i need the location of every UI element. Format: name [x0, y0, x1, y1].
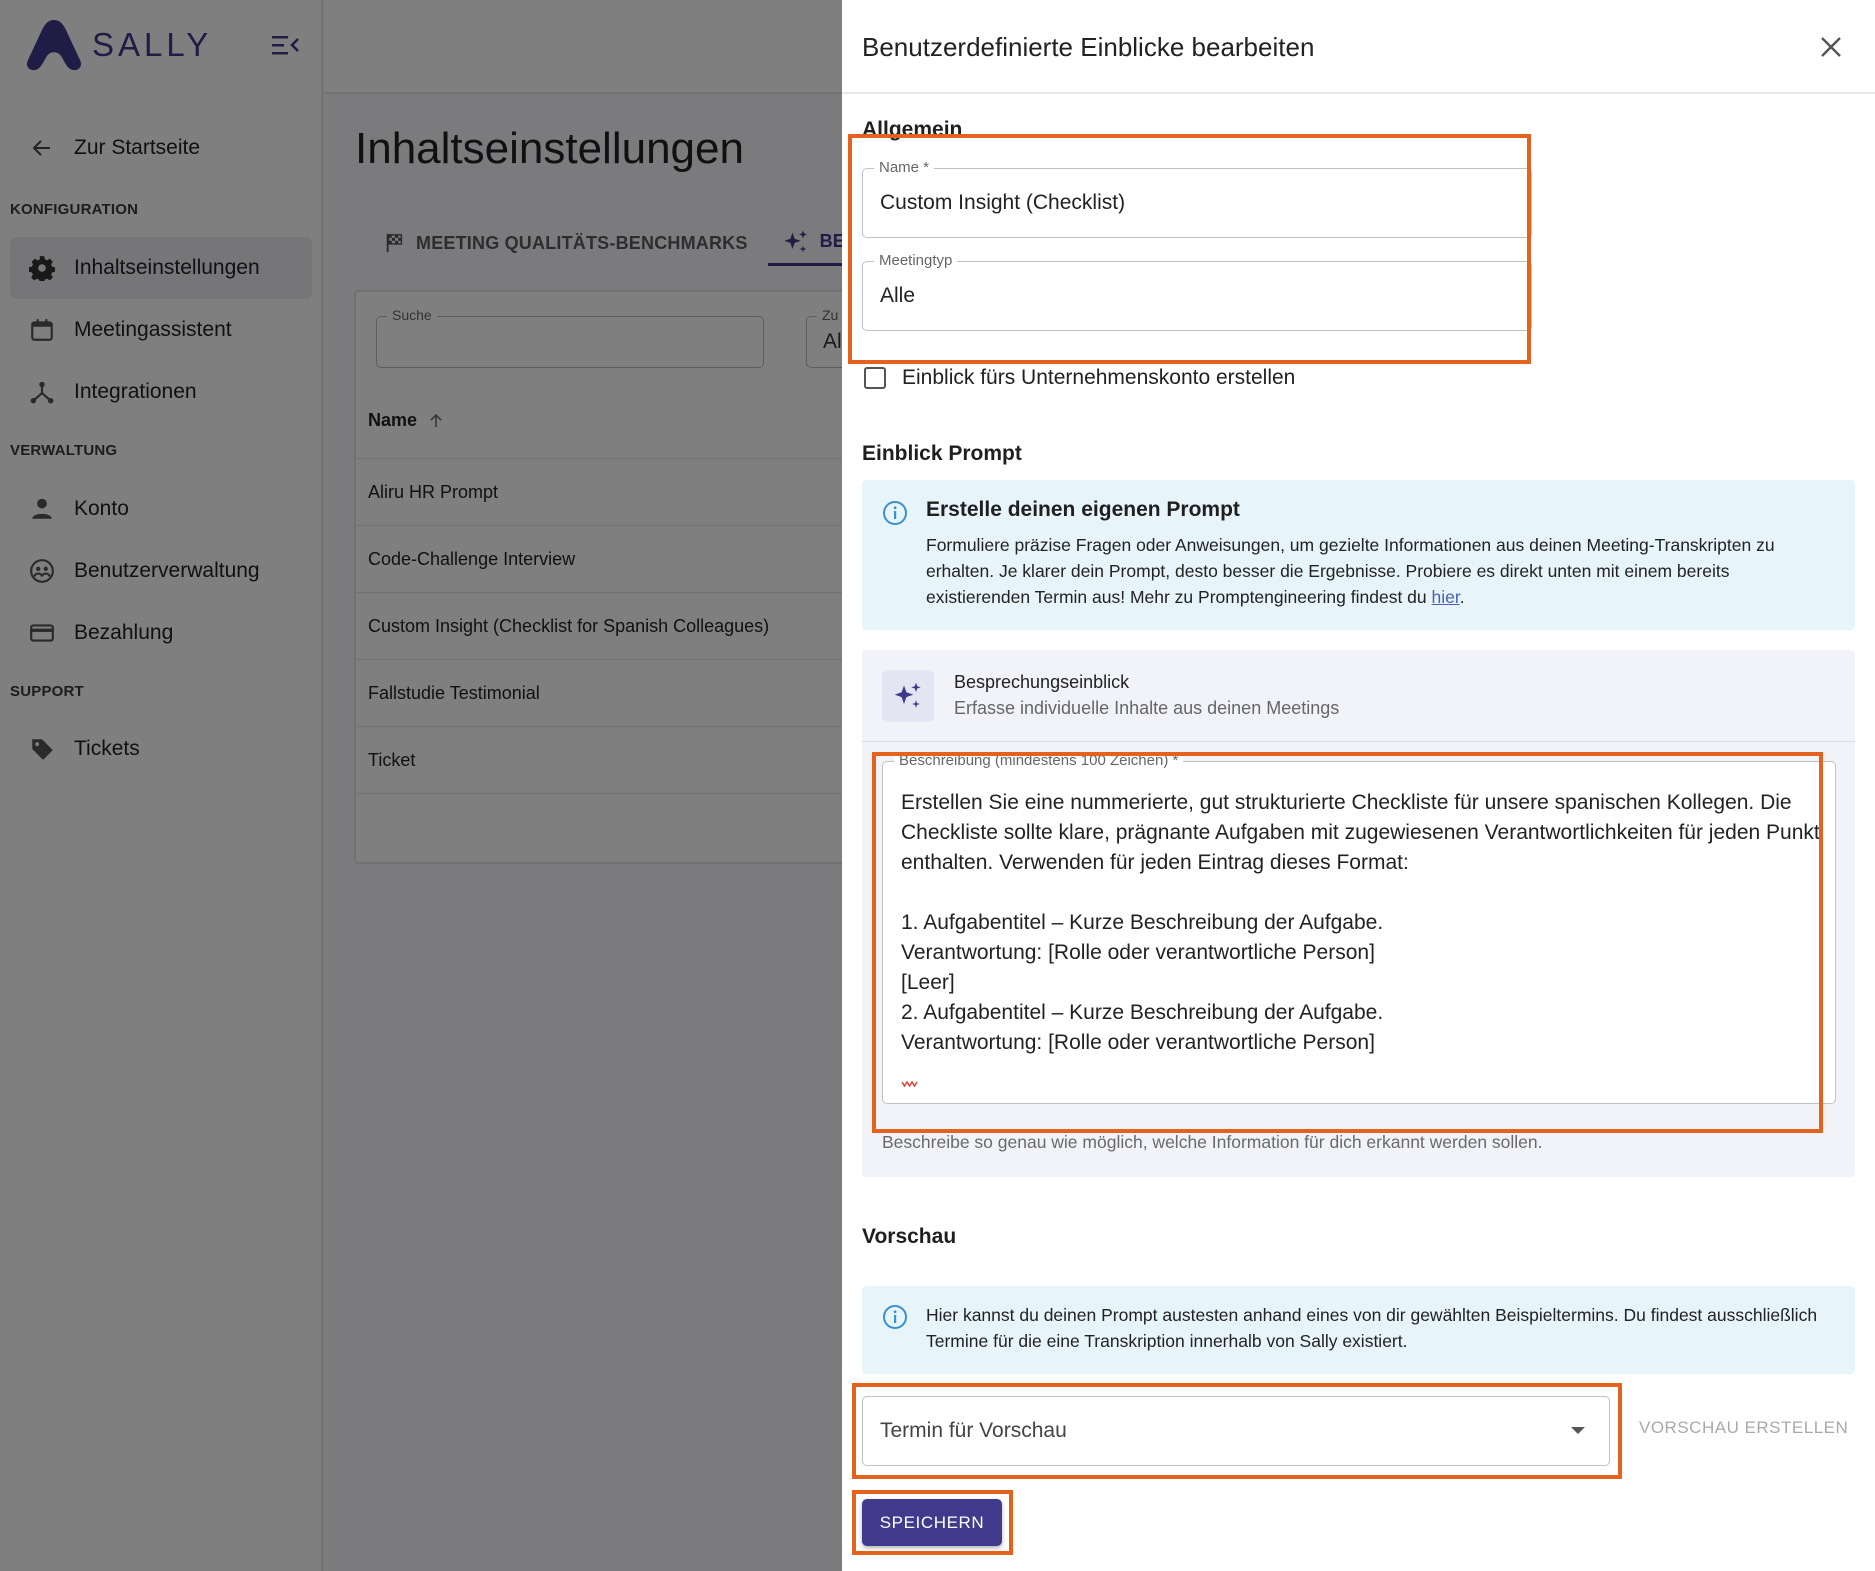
description-label: Beschreibung (mindestens 100 Zeichen) * [894, 752, 1183, 769]
spellcheck-squiggle-icon [901, 1080, 919, 1088]
info-icon [882, 500, 908, 526]
name-value: Custom Insight (Checklist) [880, 191, 1126, 214]
section-heading-general: Allgemein [862, 118, 963, 141]
edit-insight-drawer [842, 0, 1875, 1571]
preview-info-box [862, 1286, 1855, 1374]
preview-appointment-select[interactable] [862, 1396, 1610, 1466]
name-field[interactable] [862, 159, 1532, 238]
meeting-type-label: Meetingtyp [874, 252, 957, 269]
sparkle-icon [892, 680, 924, 712]
section-heading-prompt: Einblick Prompt [862, 442, 1022, 465]
info-icon [882, 1304, 908, 1330]
drawer-title: Benutzerdefinierte Einblicke bearbeiten [862, 32, 1315, 62]
close-icon [1820, 36, 1842, 58]
name-label: Name * [874, 159, 934, 176]
create-preview-button[interactable]: VORSCHAU ERSTELLEN [1639, 1418, 1849, 1437]
meeting-type-select[interactable] [862, 252, 1532, 331]
insight-icon-box [882, 670, 934, 722]
prompt-info-box [862, 480, 1855, 630]
description-helper-text: Beschreibe so genau wie möglich, welche Information für dich erkannt werden sollen. [882, 1132, 1543, 1152]
company-account-checkbox-row[interactable] [862, 366, 1295, 390]
section-heading-preview: Vorschau [862, 1225, 957, 1248]
description-textarea[interactable] [882, 752, 1836, 1104]
insight-title: Besprechungseinblick [954, 672, 1130, 692]
info-text: Formuliere präzise Fragen oder Anweisungen, um gezielte Informationen aus deinen Meeting-Transkripten zu erhalten. Je klarer dein Prompt, desto besser die Ergebnisse. Probiere es direkt unten mit einem bereits existierenden Termin aus! Mehr zu Promptengineering findest du hier. [926, 535, 1775, 607]
insight-header [862, 650, 1855, 742]
modal-backdrop[interactable] [0, 0, 842, 1571]
company-account-checkbox[interactable] [864, 367, 886, 389]
meeting-type-value: Alle [880, 284, 916, 307]
insight-panel [862, 650, 1855, 1177]
preview-select-placeholder: Termin für Vorschau [880, 1419, 1067, 1442]
drawer-header [842, 0, 1875, 94]
save-button[interactable]: SPEICHERN [862, 1499, 1002, 1546]
info-title: Erstelle deinen eigenen Prompt [926, 498, 1240, 521]
description-value: Erstellen Sie eine nummerierte, gut strukturierte Checkliste für unsere spanischen Kollegen. Die Checkliste sollte klare, prägnante Aufgaben mit zugewiesenen Verantwortlichkeiten für jeden Punkt enthalten. Verwenden für jeden Eintrag dieses Format: 1. Aufgabentitel – Kurze Beschreibung der Aufgabe. Verantwortung: [Rolle oder verantwortliche Person] [Leer] 2. Aufgabentitel – Kurze Beschreibung der Aufgabe. Verantwortung: [Rolle oder verantwortliche Person] [901, 791, 1820, 1054]
preview-info-text: Hier kannst du deinen Prompt austesten anhand eines von dir gewählten Beispieltermins. Du findest ausschließlich Termine für die eine Transkription innerhalb von Sally existiert. [926, 1305, 1818, 1351]
help-link[interactable]: hier [1431, 587, 1460, 607]
company-account-checkbox-label: Einblick fürs Unternehmenskonto erstellen [902, 366, 1296, 389]
insight-subtitle: Erfasse individuelle Inhalte aus deinen Meetings [954, 698, 1340, 718]
dropdown-arrow-icon [1571, 1427, 1585, 1434]
close-button[interactable] [1816, 32, 1846, 62]
